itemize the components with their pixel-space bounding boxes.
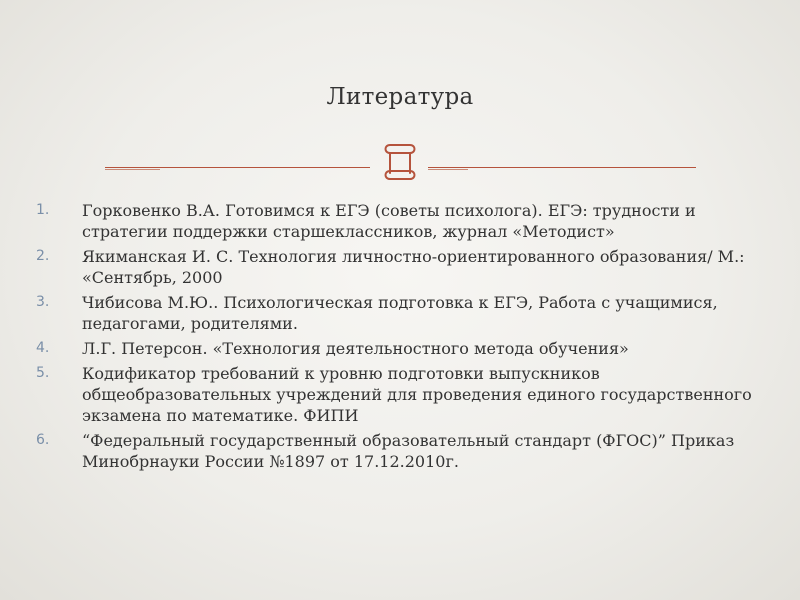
divider-line-left xyxy=(105,167,370,168)
list-item-number: 3. xyxy=(36,294,50,310)
list-item-number: 5. xyxy=(36,365,50,381)
list-item-number: 4. xyxy=(36,340,50,356)
slide-title: Литература xyxy=(326,84,474,110)
list-item xyxy=(36,246,776,288)
divider-line-right xyxy=(428,167,696,168)
list-item xyxy=(36,292,776,334)
list-item xyxy=(36,430,776,472)
list-item-text: Л.Г. Петерсон. «Технология деятельностного метода обучения» xyxy=(82,339,629,358)
divider-line-left-accent xyxy=(105,169,160,170)
list-item-text: Чибисова М.Ю.. Психологическая подготовка к ЕГЭ, Работа с учащимися, педагогами, родителями. xyxy=(82,293,718,333)
list-item-text: Кодификатор требований к уровню подготовки выпускников общеобразовательных учреждений для проведения единого государственного экзамена по математике. ФИПИ xyxy=(82,364,752,425)
list-item-text: Якиманская И. С. Технология личностно-ориентированного образования/ М.: «Сентябрь, 2000 xyxy=(82,247,745,287)
list-item xyxy=(36,200,776,242)
list-item-number: 2. xyxy=(36,248,50,264)
list-item xyxy=(36,338,776,359)
list-item-number: 1. xyxy=(36,202,50,218)
list-item-number: 6. xyxy=(36,432,50,448)
divider-line-right-accent xyxy=(428,169,468,170)
list-item-text: “Федеральный государственный образовательный стандарт (ФГОС)” Приказ Минобрнауки России №1897 от 17.12.2010г. xyxy=(82,431,735,471)
references-list xyxy=(36,200,776,476)
list-item-text: Горковенко В.А. Готовимся к ЕГЭ (советы психолога). ЕГЭ: трудности и стратегии поддержки старшеклассников, журнал «Методист» xyxy=(82,201,696,241)
scroll-ornament-icon xyxy=(380,141,420,183)
list-item xyxy=(36,363,776,426)
